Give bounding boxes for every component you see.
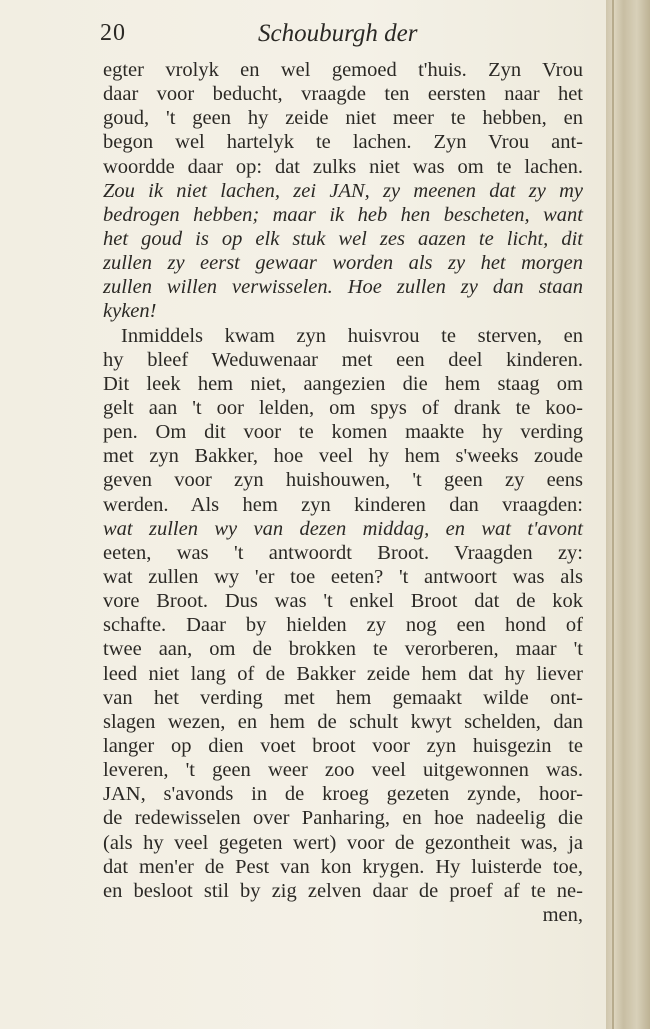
page-edge-line bbox=[612, 0, 614, 1029]
text-line: eeten, was 't antwoordt Broot. Vraagden zy: bbox=[103, 541, 583, 564]
text-line: schafte. Daar by hielden zy nog een hond of bbox=[103, 614, 583, 637]
text-line: de redewisselen over Panharing, en hoe nadeelig die bbox=[103, 807, 583, 830]
text-line: het goud is op elk stuk wel zes aazen te licht, dit bbox=[103, 227, 583, 250]
text-line: egter vrolyk en wel gemoed t'huis. Zyn Vrou bbox=[103, 59, 583, 81]
text-line: bedrogen hebben; maar ik heb hen bescheten, want bbox=[103, 203, 583, 226]
text-line: zullen zy eerst gewaar worden als zy het morgen bbox=[103, 252, 583, 275]
text-line: pen. Om dit voor te komen maakte hy verding bbox=[103, 421, 583, 444]
text-line: kyken! bbox=[103, 300, 157, 323]
text-line: JAN, s'avonds in de kroeg gezeten zynde, hoor- bbox=[103, 783, 583, 806]
text-line: begon wel hartelyk te lachen. Zyn Vrou ant- bbox=[103, 131, 583, 154]
text-line: werden. Als hem zyn kinderen dan vraagden: bbox=[103, 493, 583, 516]
page-number: 20 bbox=[100, 20, 126, 46]
text-line: dat men'er de Pest van kon krygen. Hy luisterde toe, bbox=[103, 855, 583, 878]
text-line: slagen wezen, en hem de schult kwyt schelden, dan bbox=[103, 710, 583, 733]
text-line: en besloot stil by zig zelven daar de proef af te ne- bbox=[103, 879, 583, 902]
text-line: zullen willen verwisselen. Hoe zullen zy dan staan bbox=[103, 276, 583, 299]
text-line: woordde daar op: dat zulks niet was om te lachen. bbox=[103, 155, 583, 178]
text-line: met zyn Bakker, hoe veel hy hem s'weeks zoude bbox=[103, 445, 583, 468]
text-line: wat zullen wy van dezen middag, en wat t'avont bbox=[103, 517, 583, 540]
text-line: men, bbox=[542, 903, 583, 926]
text-line: Zou ik niet lachen, zei JAN, zy meenen dat zy my bbox=[103, 179, 583, 202]
text-line: daar voor beducht, vraagde ten eersten naar het bbox=[103, 83, 583, 106]
running-head: Schouburgh der bbox=[258, 20, 418, 47]
text-line: gelt aan 't oor lelden, om spys of drank te koo- bbox=[103, 396, 583, 419]
text-line: leed niet lang of de Bakker zeide hem dat hy liever bbox=[103, 662, 583, 685]
text-line: hy bleef Weduwenaar met een deel kinderen. bbox=[103, 348, 583, 371]
page-header bbox=[100, 18, 580, 52]
text-line: goud, 't geen hy zeide niet meer te hebben, en bbox=[103, 107, 583, 130]
text-line: vore Broot. Dus was 't enkel Broot dat de kok bbox=[103, 590, 583, 613]
text-line: wat zullen wy 'er toe eeten? 't antwoort was als bbox=[103, 565, 583, 588]
text-line: (als hy veel gegeten wert) voor de gezontheit was, ja bbox=[103, 831, 583, 854]
text-line: langer op dien voet broot voor zyn huisgezin te bbox=[103, 734, 583, 757]
text-line: van het verding met hem gemaakt wilde ont- bbox=[103, 686, 583, 709]
text-line: leveren, 't geen weer zoo veel uitgewonnen was. bbox=[103, 759, 583, 782]
body-text bbox=[103, 58, 583, 927]
text-line: twee aan, om de brokken te verorberen, maar 't bbox=[103, 638, 583, 661]
text-line: Inmiddels kwam zyn huisvrou te sterven, en bbox=[121, 324, 583, 347]
text-line: Dit leek hem niet, aangezien die hem staag om bbox=[103, 372, 583, 395]
text-line: geven voor zyn huishouwen, 't geen zy eens bbox=[103, 469, 583, 492]
